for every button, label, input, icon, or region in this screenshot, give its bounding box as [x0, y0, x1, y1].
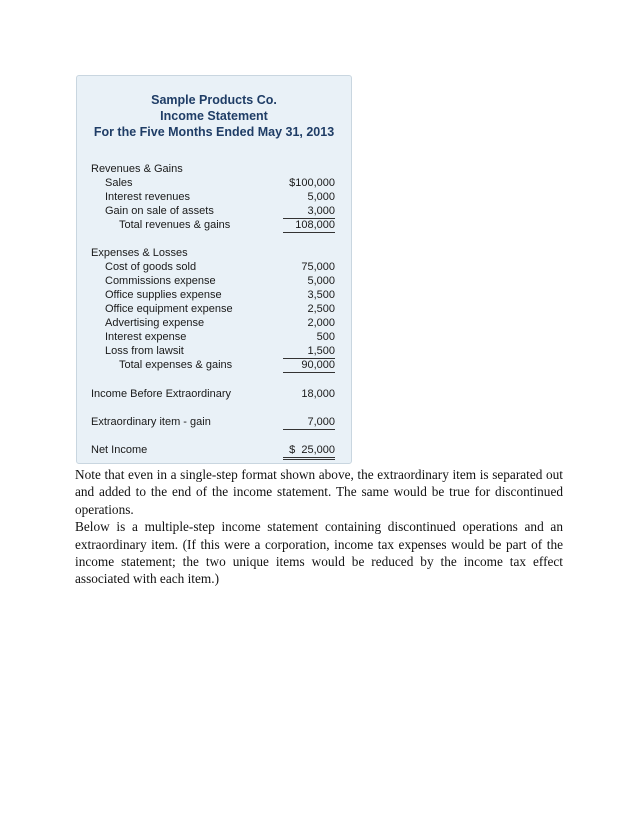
total-expenses-row — [77, 358, 351, 372]
expenses-heading-row — [77, 246, 351, 260]
total-expenses-label: Total expenses & gains — [119, 359, 233, 371]
expenses-heading: Expenses & Losses — [91, 247, 188, 259]
total-revenues-amount: 108,000 — [283, 218, 335, 233]
statement-row — [77, 176, 351, 190]
total-revenues-label: Total revenues & gains — [119, 219, 231, 231]
body-text — [75, 466, 563, 588]
line-amount: 2,000 — [307, 317, 335, 329]
revenues-heading-row — [77, 162, 351, 176]
line-amount: 75,000 — [301, 261, 335, 273]
line-label: Cost of goods sold — [105, 261, 197, 273]
line-label: Commissions expense — [105, 275, 216, 287]
line-amount: 5,000 — [307, 191, 335, 203]
line-amount: 3,500 — [307, 289, 335, 301]
line-label: Advertising expense — [105, 317, 205, 329]
statement-period: For the Five Months Ended May 31, 2013 — [93, 125, 335, 139]
income-statement-figure — [76, 75, 352, 464]
total-revenues-row — [77, 218, 351, 232]
line-amount: 1,500 — [283, 344, 335, 359]
line-label: Loss from lawsit — [105, 345, 184, 357]
statement-row — [77, 204, 351, 218]
total-expenses-amount: 90,000 — [283, 358, 335, 373]
statement-row — [77, 274, 351, 288]
line-label: Interest expense — [105, 331, 187, 343]
statement-row — [77, 344, 351, 358]
paragraph-below: Below is a multiple-step income statement containing discontinued operations and an extraordinary item. (If this were a corporation, income tax expenses would be part of the income statement; the two unique items would be reduced by the income tax effect associated with each item.) — [75, 519, 563, 587]
line-label: Sales — [105, 177, 133, 189]
statement-row — [77, 288, 351, 302]
statement-row — [77, 302, 351, 316]
line-label: Gain on sale of assets — [105, 205, 214, 217]
net-income-row — [77, 443, 351, 457]
extraordinary-amount: 7,000 — [283, 415, 335, 430]
line-amount: 500 — [316, 331, 335, 343]
statement-row — [77, 330, 351, 344]
statement-row — [77, 190, 351, 204]
line-amount: 3,000 — [283, 204, 335, 219]
extraordinary-label: Extraordinary item - gain — [91, 416, 211, 428]
statement-title: Income Statement — [160, 109, 268, 123]
revenues-heading: Revenues & Gains — [91, 163, 183, 175]
line-label: Office equipment expense — [105, 303, 233, 315]
income-before-label: Income Before Extraordinary — [91, 388, 232, 400]
extraordinary-row — [77, 415, 351, 429]
net-income-amount: $ 25,000 — [283, 443, 335, 460]
line-amount: 2,500 — [307, 303, 335, 315]
line-amount: $100,000 — [289, 177, 335, 189]
company-name: Sample Products Co. — [151, 93, 277, 107]
paragraph-note: Note that even in a single-step format shown above, the extraordinary item is separated out and added to the end of the income statement. The same would be true for discontinued operations. — [75, 467, 563, 517]
statement-row — [77, 316, 351, 330]
income-before-row — [77, 387, 351, 401]
line-amount: 5,000 — [307, 275, 335, 287]
line-label: Office supplies expense — [105, 289, 222, 301]
income-before-amount: 18,000 — [301, 388, 335, 400]
net-income-label: Net Income — [91, 444, 148, 456]
line-label: Interest revenues — [105, 191, 190, 203]
statement-row — [77, 260, 351, 274]
